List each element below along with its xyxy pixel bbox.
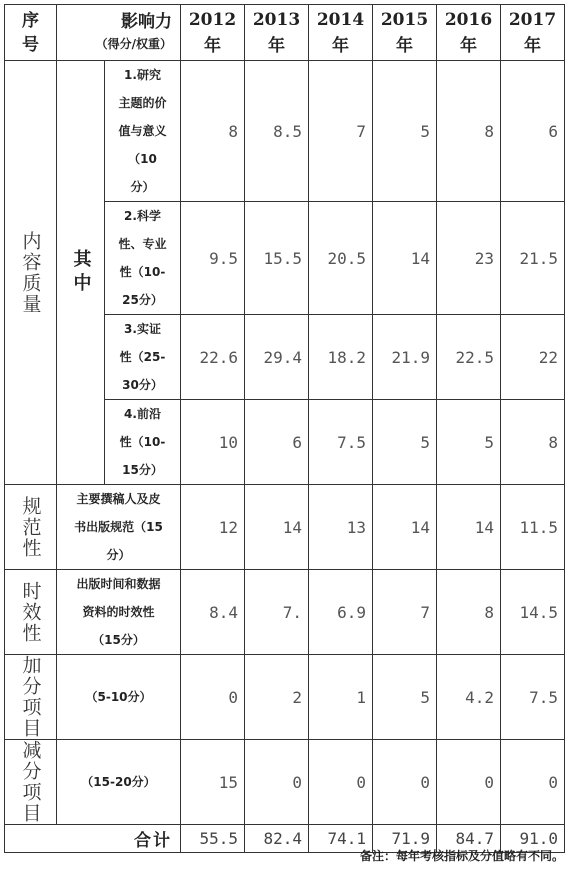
row-label-line: 25分） [122, 293, 163, 307]
row-label-line: （5-10分） [85, 690, 152, 704]
value-cell: 15.5 [245, 202, 309, 315]
year-label: 2015 [380, 9, 429, 30]
value-cell: 4.2 [437, 655, 501, 740]
value-cell: 7 [373, 570, 437, 655]
row-label [57, 655, 181, 740]
value-cell: 14.5 [501, 570, 565, 655]
row-label-line: 值与意义 [118, 124, 167, 138]
row-label [105, 315, 181, 400]
row-label-line: 30分） [122, 378, 163, 392]
value-cell: 15 [181, 740, 245, 825]
value-cell: 7.5 [501, 655, 565, 740]
value-cell: 0 [373, 740, 437, 825]
year-header [373, 5, 437, 61]
influence-label: 影响力 [121, 11, 172, 32]
total-cell: 91.0 [501, 825, 565, 853]
value-cell: 7 [309, 61, 373, 202]
value-cell: 14 [437, 485, 501, 570]
row-label-line: 出版时间和数据 [76, 577, 161, 591]
table-row [5, 655, 565, 740]
row-label-line: 性（25- [119, 350, 166, 364]
category-label: 规范性 [19, 495, 42, 559]
row-label-line: 4.前沿 [124, 407, 161, 421]
value-cell: 0 [245, 740, 309, 825]
value-cell: 9.5 [181, 202, 245, 315]
value-cell: 0 [501, 740, 565, 825]
category-standard [5, 485, 57, 570]
value-cell: 8 [501, 400, 565, 485]
year-label: 2017 [508, 9, 557, 30]
row-label-line: 分） [106, 548, 131, 562]
value-cell: 8 [437, 570, 501, 655]
value-cell: 6 [245, 400, 309, 485]
row-label-line: 2.科学 [124, 209, 161, 223]
value-cell: 21.5 [501, 202, 565, 315]
row-label-line: 分） [130, 180, 155, 194]
table-row [5, 570, 565, 655]
value-cell: 14 [245, 485, 309, 570]
value-cell: 6 [501, 61, 565, 202]
value-cell: 13 [309, 485, 373, 570]
value-cell: 21.9 [373, 315, 437, 400]
row-label [105, 400, 181, 485]
value-cell: 6.9 [309, 570, 373, 655]
value-cell: 22.5 [437, 315, 501, 400]
value-cell: 8.4 [181, 570, 245, 655]
row-label-line: 15分） [122, 463, 163, 477]
category-label: 加分项目 [19, 655, 42, 739]
value-cell: 1 [309, 655, 373, 740]
value-cell: 0 [437, 740, 501, 825]
category-content-quality [5, 61, 57, 485]
total-cell: 55.5 [181, 825, 245, 853]
row-label [105, 202, 181, 315]
value-cell: 14 [373, 202, 437, 315]
row-label [57, 740, 181, 825]
year-suffix: 年 [524, 35, 541, 56]
year-suffix: 年 [460, 35, 477, 56]
sub-group-cell [57, 61, 105, 485]
value-cell: 23 [437, 202, 501, 315]
value-cell: 22 [501, 315, 565, 400]
row-label-line: 3.实证 [124, 322, 161, 336]
category-label: 时效性 [19, 580, 42, 644]
footnote: 备注：每年考核指标及分值略有不同。 [359, 849, 564, 863]
value-cell: 11.5 [501, 485, 565, 570]
year-suffix: 年 [268, 35, 285, 56]
value-cell: 12 [181, 485, 245, 570]
total-cell: 82.4 [245, 825, 309, 853]
total-label: 合计 [5, 825, 181, 853]
value-cell: 7.5 [309, 400, 373, 485]
value-cell: 22.6 [181, 315, 245, 400]
value-cell: 5 [373, 400, 437, 485]
value-cell: 7. [245, 570, 309, 655]
value-cell: 0 [309, 740, 373, 825]
table-row [5, 740, 565, 825]
category-label: 内容质量 [19, 230, 42, 315]
seq-header [5, 5, 57, 61]
seq-label: 序号 [22, 10, 39, 55]
category-deduction [5, 740, 57, 825]
row-label-line: 书出版规范（15 [74, 520, 163, 534]
total-cell: 84.7 [437, 825, 501, 853]
year-suffix: 年 [396, 35, 413, 56]
category-timeliness [5, 570, 57, 655]
year-label: 2012 [188, 9, 237, 30]
total-cell: 74.1 [309, 825, 373, 853]
year-header [437, 5, 501, 61]
sub-group-label: 其中 [70, 248, 92, 297]
table-row [5, 485, 565, 570]
value-cell: 14 [373, 485, 437, 570]
row-label-line: 1.研究 [124, 68, 161, 82]
year-suffix: 年 [204, 35, 221, 56]
year-header [245, 5, 309, 61]
year-header [501, 5, 565, 61]
row-label-line: 主题的价 [118, 96, 167, 110]
year-label: 2014 [316, 9, 365, 30]
row-label-line: 性（10- [119, 435, 166, 449]
year-header [309, 5, 373, 61]
header-row [5, 5, 565, 61]
row-label [57, 570, 181, 655]
year-header [181, 5, 245, 61]
value-cell: 20.5 [309, 202, 373, 315]
value-cell: 5 [373, 61, 437, 202]
value-cell: 18.2 [309, 315, 373, 400]
table-row [5, 61, 565, 202]
year-suffix: 年 [332, 35, 349, 56]
value-cell: 2 [245, 655, 309, 740]
row-label-line: 性（10- [119, 265, 166, 279]
value-cell: 8 [181, 61, 245, 202]
row-label-line: （10 [128, 152, 157, 166]
influence-header [57, 5, 181, 61]
row-label-line: （15-20分） [81, 775, 156, 789]
row-label-line: 性、专业 [118, 237, 167, 251]
value-cell: 8 [437, 61, 501, 202]
value-cell: 5 [437, 400, 501, 485]
total-cell: 71.9 [373, 825, 437, 853]
row-label [57, 485, 181, 570]
year-label: 2016 [444, 9, 493, 30]
row-label-line: 资料的时效性 [82, 605, 155, 619]
value-cell: 29.4 [245, 315, 309, 400]
row-label-line: （15分） [92, 633, 145, 647]
score-table [4, 4, 565, 853]
row-label-line: 主要撰稿人及皮 [76, 492, 161, 506]
value-cell: 8.5 [245, 61, 309, 202]
weight-label: （得分/权重） [95, 36, 172, 51]
category-label: 减分项目 [19, 740, 42, 824]
value-cell: 5 [373, 655, 437, 740]
value-cell: 10 [181, 400, 245, 485]
year-label: 2013 [252, 9, 301, 30]
category-bonus [5, 655, 57, 740]
value-cell: 0 [181, 655, 245, 740]
row-label [105, 61, 181, 202]
